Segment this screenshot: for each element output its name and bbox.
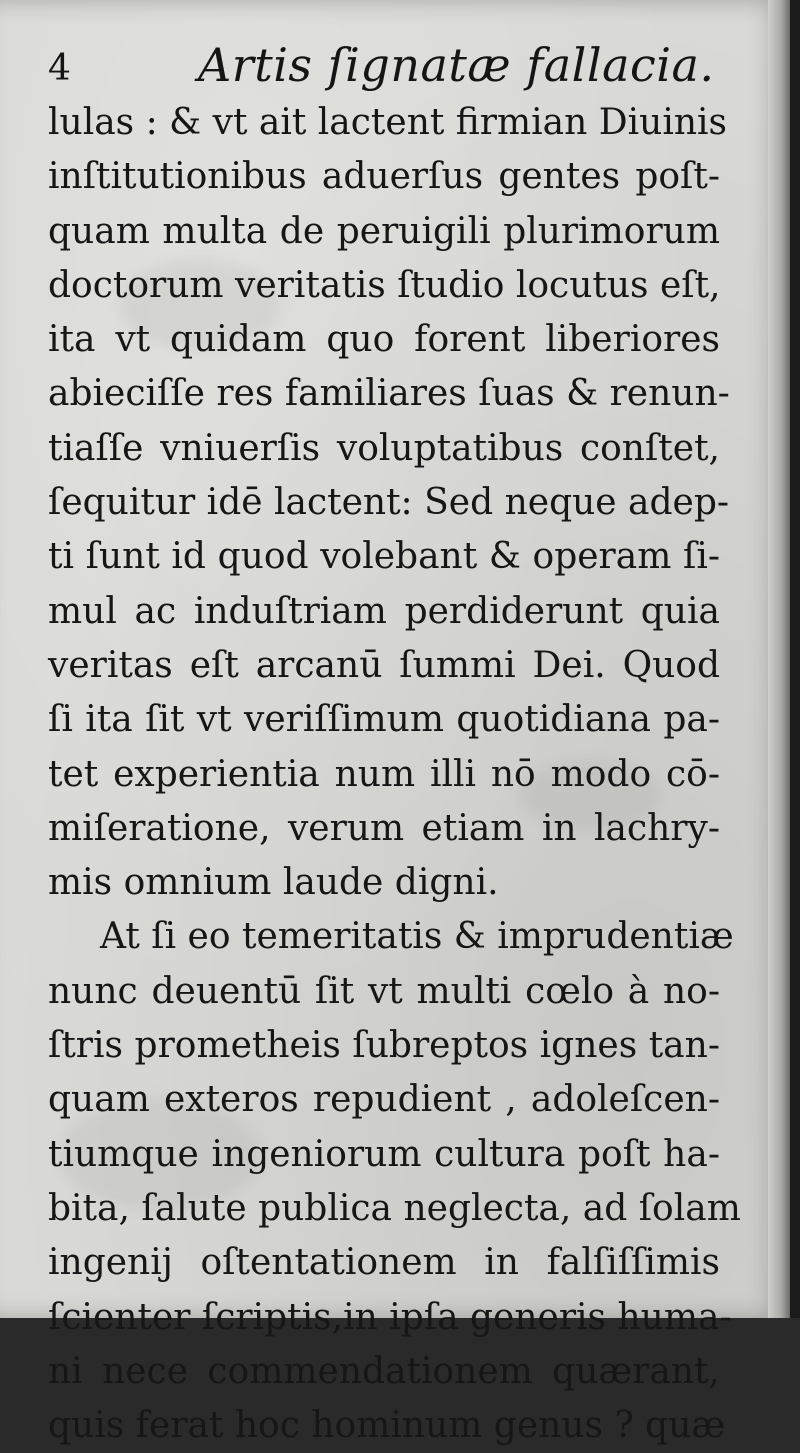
text-line: ſequitur idē lactent: Sed neque adep-: [48, 482, 730, 524]
text-line: ni nece commendationem quærant,: [48, 1350, 720, 1392]
text-line: tiumque ingeniorum cultura poſt ha-: [48, 1133, 720, 1175]
text-line: lulas : & vt ait lactent firmian Diuinis: [48, 102, 728, 143]
text-line: quis ferat hoc hominum genus ? quæ: [48, 1405, 726, 1447]
text-line: ſtris prometheis ſubreptos ignes tan-: [48, 1025, 720, 1067]
text-line: ita vt quidam quo forent liberiores: [48, 319, 720, 361]
text-line: quam exteros repudient , adoleſcen-: [48, 1079, 720, 1121]
text-line: inſtitutionibus aduerſus gentes poſt-: [48, 156, 720, 198]
page-number: 4: [48, 48, 71, 89]
running-title: Artis ſignatæ fallacia.: [198, 38, 715, 92]
text-line: abieciſſe res familiares ſuas & renun-: [48, 373, 730, 415]
text-line: ingenij oſtentationem in falſiſſimis: [48, 1242, 720, 1284]
body-text: [48, 96, 741, 1453]
paragraph-start-line: At ſi eo temeritatis & imprudentiæ: [100, 916, 734, 958]
scan-border: [790, 0, 800, 1318]
text-line: mul ac induſtriam perdiderunt quia: [48, 590, 720, 632]
text-line: ſi ita ſit vt veriſſimum quotidiana pa-: [48, 699, 720, 741]
text-line: quam multa de peruigili plurimorum: [48, 210, 720, 252]
text-line: tiaſſe vniuerſis voluptatibus conſtet,: [48, 427, 720, 469]
text-line: nunc deuentū ſit vt multi cœlo à no-: [48, 970, 720, 1012]
text-line: ti ſunt id quod volebant & operam ſi-: [48, 536, 720, 578]
text-line: ſcienter ſcriptis,in ipſa generis huma-: [48, 1296, 732, 1338]
page-header: [48, 38, 738, 96]
text-line: tet experientia num illi nō modo cō-: [48, 753, 720, 795]
page-edge-shadow: [768, 0, 790, 1318]
paragraph-end-line: mis omnium laude digni.: [48, 862, 499, 904]
text-line: doctorum veritatis ſtudio locutus eſt,: [48, 264, 721, 306]
text-line: bita, ſalute publica neglecta, ad ſolam: [48, 1187, 741, 1229]
text-line: veritas eſt arcanū ſummi Dei. Quod: [48, 644, 720, 686]
text-line: miſeratione, verum etiam in lachry-: [48, 807, 720, 849]
